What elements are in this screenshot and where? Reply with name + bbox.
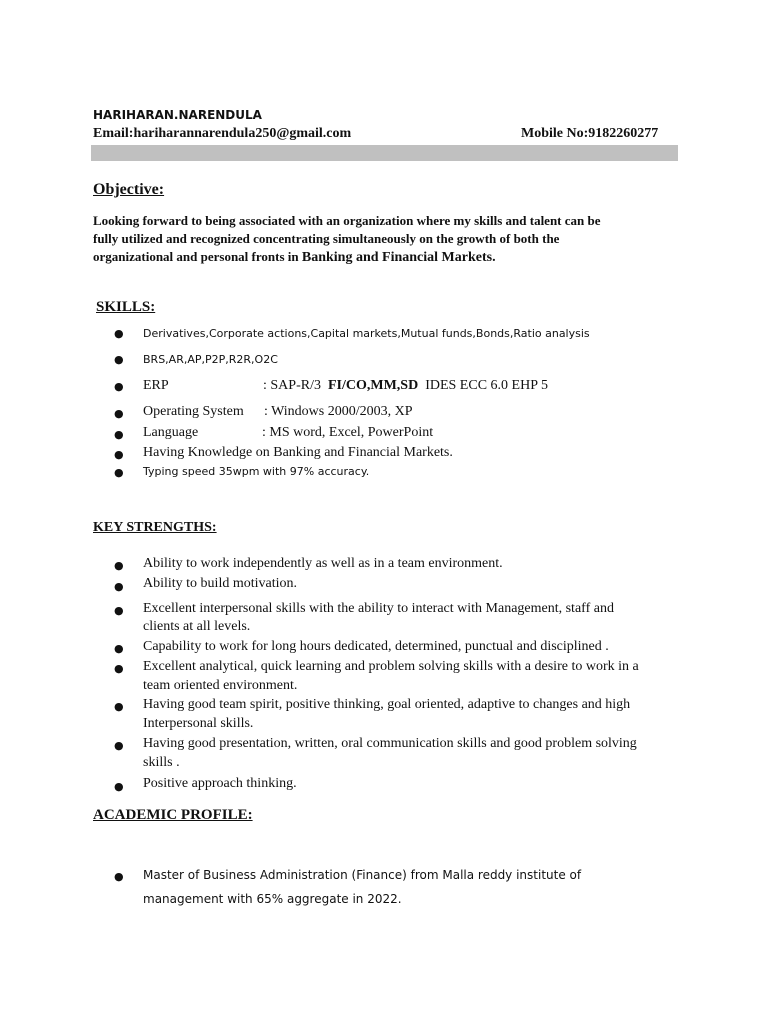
skill-item: BRS,AR,AP,P2P,R2R,O2C — [143, 353, 278, 366]
skill-language-value: : MS word, Excel, PowerPoint — [262, 425, 434, 440]
strength-item: Having good presentation, written, oral communication skills and good problem solving — [143, 736, 637, 751]
bullet-icon: ● — [114, 327, 124, 340]
skills-heading: SKILLS: — [96, 299, 156, 315]
candidate-name: HARIHARAN.NARENDULA — [93, 108, 262, 122]
skill-language-label: Language — [143, 425, 199, 440]
bullet-icon: ● — [114, 870, 124, 883]
skill-erp-value — [263, 378, 548, 394]
skill-os-label: Operating System — [143, 404, 244, 419]
bullet-icon: ● — [114, 700, 124, 713]
strength-item-continuation: clients at all levels. — [143, 619, 251, 634]
bullet-icon: ● — [114, 580, 124, 593]
academic-item-continuation: management with 65% aggregate in 2022. — [143, 892, 402, 906]
bullet-icon: ● — [114, 353, 124, 366]
objective-heading: Objective: — [93, 181, 165, 198]
bullet-icon: ● — [114, 448, 124, 461]
academic-item: Master of Business Administration (Finance) from Malla reddy institute of — [143, 868, 582, 882]
bullet-icon: ● — [114, 428, 124, 441]
objective-line-1: Looking forward to being associated with an organization where my skills and talent can be — [93, 213, 601, 228]
key-strengths-heading: KEY STRENGTHS: — [93, 520, 217, 535]
bullet-icon: ● — [114, 642, 124, 655]
strength-item: Having good team spirit, positive thinking, goal oriented, adaptive to changes and high — [143, 697, 631, 712]
skill-erp-label: ERP — [143, 378, 169, 393]
strength-item-continuation: skills . — [143, 755, 180, 770]
bullet-icon: ● — [114, 604, 124, 617]
skill-erp-separator: : SAP-R/3 — [263, 378, 321, 393]
objective-line-3 — [93, 249, 496, 266]
strength-item: Ability to build motivation. — [143, 576, 297, 591]
bullet-icon: ● — [114, 466, 124, 479]
header-divider-bar — [91, 145, 678, 161]
email-line: Email:hariharannarendula250@gmail.com — [93, 126, 352, 141]
skill-erp-rest: IDES ECC 6.0 EHP 5 — [425, 378, 548, 393]
strength-item: Capability to work for long hours dedicated, determined, punctual and disciplined . — [143, 639, 609, 654]
strength-item-continuation: Interpersonal skills. — [143, 716, 254, 731]
bullet-icon: ● — [114, 662, 124, 675]
bullet-icon: ● — [114, 407, 124, 420]
bullet-icon: ● — [114, 559, 124, 572]
mobile-line: Mobile No:9182260277 — [521, 126, 659, 141]
bullet-icon: ● — [114, 380, 124, 393]
objective-line-3-plain: organizational and personal fronts in — [93, 249, 302, 264]
academic-profile-heading: ACADEMIC PROFILE: — [93, 807, 253, 823]
skill-item: Having Knowledge on Banking and Financial Markets. — [143, 445, 453, 460]
skill-item: Derivatives,Corporate actions,Capital markets,Mutual funds,Bonds,Ratio analysis — [143, 327, 590, 340]
bullet-icon: ● — [114, 739, 124, 752]
objective-line-2: fully utilized and recognized concentrating simultaneously on the growth of both the — [93, 231, 560, 246]
objective-line-3-bold: Banking and Financial Markets. — [301, 250, 496, 265]
strength-item: Positive approach thinking. — [143, 776, 297, 791]
strength-item: Excellent analytical, quick learning and problem solving skills with a desire to work in a — [143, 659, 639, 674]
skill-erp-modules: FI/CO,MM,SD — [327, 378, 419, 393]
bullet-icon: ● — [114, 780, 124, 793]
skill-item: Typing speed 35wpm with 97% accuracy. — [143, 465, 370, 478]
skill-os-value: : Windows 2000/2003, XP — [264, 404, 413, 419]
strength-item: Ability to work independently as well as in a team environment. — [143, 556, 503, 571]
strength-item-continuation: team oriented environment. — [143, 678, 298, 693]
strength-item: Excellent interpersonal skills with the ability to interact with Management, staff and — [143, 601, 614, 616]
